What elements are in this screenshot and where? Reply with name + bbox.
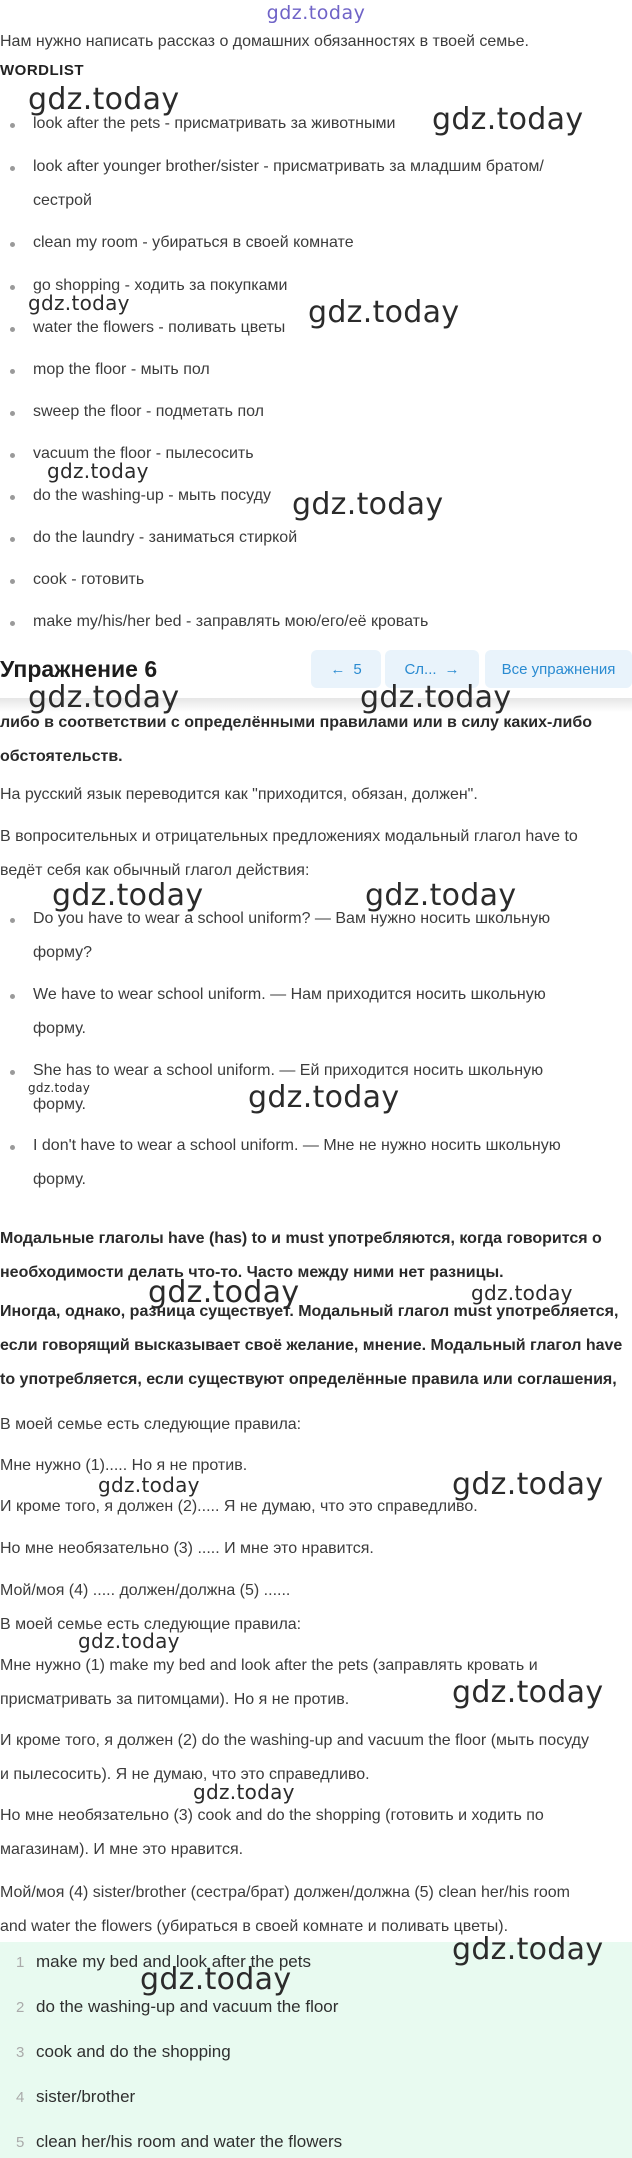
list-item: do the laundry - заниматься стиркой [33,529,298,546]
task-text: Мне нужно (1)..... Но я не против. [0,1457,248,1474]
watermark: gdz.today [28,1081,91,1095]
answer-text: магазинам). И мне это нравится. [0,1841,244,1858]
answer-number: 4 [16,2089,25,2106]
answer-text: Мой/моя (4) sister/brother (сестра/брат) должен/должна (5) clean her/his room [0,1884,570,1901]
answer-text: и пылесосить). Я не думаю, что это справедливо. [0,1766,370,1783]
next-exercise-label: Сл... [404,660,437,678]
list-item-cont: форму. [33,1096,86,1113]
answer-row [0,2122,632,2158]
task-text: В моей семье есть следующие правила: [0,1416,302,1433]
list-item: We have to wear school uniform. — Нам приходится носить школьную [33,986,546,1003]
watermark: gdz.today [308,295,460,330]
list-item-cont: сестрой [33,192,92,209]
watermark: gdz.today [471,1281,573,1305]
task-text: Но мне необязательно (3) ..... И мне это нравится. [0,1540,374,1557]
bullet-icon [10,579,15,584]
list-item-cont: форму? [33,944,93,961]
bullet-icon [10,918,15,923]
theory-text: Иногда, однако, разница существует. Модальный глагол must употребляется, [0,1303,619,1320]
answer-row [0,1987,632,2032]
answer-row [0,2077,632,2122]
list-item: vacuum the floor - пылесосить [33,445,254,462]
watermark: gdz.today [28,291,130,315]
bullet-icon [10,369,15,374]
watermark: gdz.today [365,878,517,913]
theory-text: На русский язык переводится как "приходится, обязан, должен". [0,786,478,803]
answer-text: И кроме того, я должен (2) do the washing-up and vacuum the floor (мыть посуду [0,1732,589,1749]
watermark: gdz.today [148,1275,300,1310]
theory-text: Модальные глаголы have (has) to и must употребляются, когда говорится о [0,1230,602,1247]
intro-text: Нам нужно написать рассказ о домашних обязанностях в твоей семье. [0,33,529,50]
list-item-cont: форму. [33,1020,86,1037]
bullet-icon [10,327,15,332]
answer-text: В моей семье есть следующие правила: [0,1616,302,1633]
bullet-icon [10,285,15,290]
bullet-icon [10,994,15,999]
answer-text: Но мне необязательно (3) cook and do the shopping (готовить и ходить по [0,1807,544,1824]
exercise-title: Упражнение 6 [0,656,158,682]
task-text: И кроме того, я должен (2)..... Я не думаю, что это справедливо. [0,1498,478,1515]
watermark: gdz.today [432,102,584,137]
answer-value: clean her/his room and water the flowers [36,2132,343,2151]
list-item: go shopping - ходить за покупками [33,277,288,294]
answer-value: cook and do the shopping [36,2042,231,2061]
arrow-left-icon: ← [330,660,346,678]
watermark: gdz.today [28,82,180,117]
theory-text: обстоятельств. [0,748,123,765]
answer-row [0,2032,632,2077]
theory-text: необходимости делать что-то. Часто между ними нет разницы. [0,1264,504,1281]
theory-text: to употребляется, если существуют определённые правила или соглашения, [0,1371,617,1388]
list-item: I don't have to wear a school uniform. — Мне не нужно носить школьную [33,1137,561,1154]
watermark: gdz.today [452,1467,604,1502]
theory-text: В вопросительных и отрицательных предложениях модальный глагол have to [0,828,578,845]
watermark: gdz.today [248,1080,400,1115]
task-text: Мой/моя (4) ..... должен/должна (5) ...... [0,1582,291,1599]
bullet-icon [10,495,15,500]
theory-text: если говорящий высказывает своё желание, мнение. Модальный глагол have [0,1337,623,1354]
list-item: look after younger brother/sister - присматривать за младшим братом/ [33,158,544,175]
answer-value: make my bed and look after the pets [36,1952,311,1971]
list-item: Do you have to wear a school uniform? — Вам нужно носить школьную [33,910,551,927]
bullet-icon [10,166,15,171]
list-item: make my/his/her bed - заправлять мою/его/её кровать [33,613,429,630]
watermark: gdz.today [98,1473,200,1497]
wordlist-heading: WORDLIST [0,62,84,79]
all-exercises-label: Все упражнения [501,660,616,678]
bullet-icon [10,537,15,542]
answer-number: 2 [16,1999,25,2016]
list-item: look after the pets - присматривать за животными [33,115,396,132]
list-item: She has to wear a school uniform. — Ей приходится носить школьную [33,1062,544,1079]
watermark: gdz.today [292,487,444,522]
list-item-cont: форму. [33,1171,86,1188]
watermark: gdz.today [193,1780,295,1804]
watermark: gdz.today [78,1629,180,1653]
theory-text: либо в соответствии с определёнными правилами или в силу каких-либо [0,714,592,731]
list-item: clean my room - убираться в своей комнате [33,234,354,251]
watermark: gdz.today [452,1675,604,1710]
answer-value: sister/brother [36,2087,136,2106]
bullet-icon [10,621,15,626]
list-item: mop the floor - мыть пол [33,361,210,378]
watermark: gdz.today [52,878,204,913]
answer-number: 1 [16,1954,25,1971]
prev-exercise-label: 5 [353,660,362,678]
answer-number: 3 [16,2044,25,2061]
watermark: gdz.today [28,680,180,715]
watermark: gdz.today [452,1932,604,1967]
answer-text: and water the flowers (убираться в своей комнате и поливать цветы). [0,1918,509,1935]
site-logo[interactable]: gdz.today [266,2,366,24]
arrow-right-icon: → [444,660,460,678]
bullet-icon [10,123,15,128]
theory-text: ведёт себя как обычный глагол действия: [0,862,310,879]
watermark: gdz.today [360,680,512,715]
answers-box [0,1942,632,2158]
watermark: gdz.today [140,1962,292,1997]
watermark: gdz.today [47,459,149,483]
answer-number: 5 [16,2134,25,2151]
bullet-icon [10,411,15,416]
list-item: sweep the floor - подметать пол [33,403,264,420]
answer-text: присматривать за питомцами). Но я не против. [0,1691,350,1708]
list-item: cook - готовить [33,571,145,588]
list-item: water the flowers - поливать цветы [33,319,286,336]
bullet-icon [10,1070,15,1075]
list-item: do the washing-up - мыть посуду [33,487,271,504]
answer-value: do the washing-up and vacuum the floor [36,1997,339,2016]
bullet-icon [10,1145,15,1150]
bullet-icon [10,453,15,458]
bullet-icon [10,242,15,247]
answer-text: Мне нужно (1) make my bed and look after the pets (заправлять кровать и [0,1657,538,1674]
